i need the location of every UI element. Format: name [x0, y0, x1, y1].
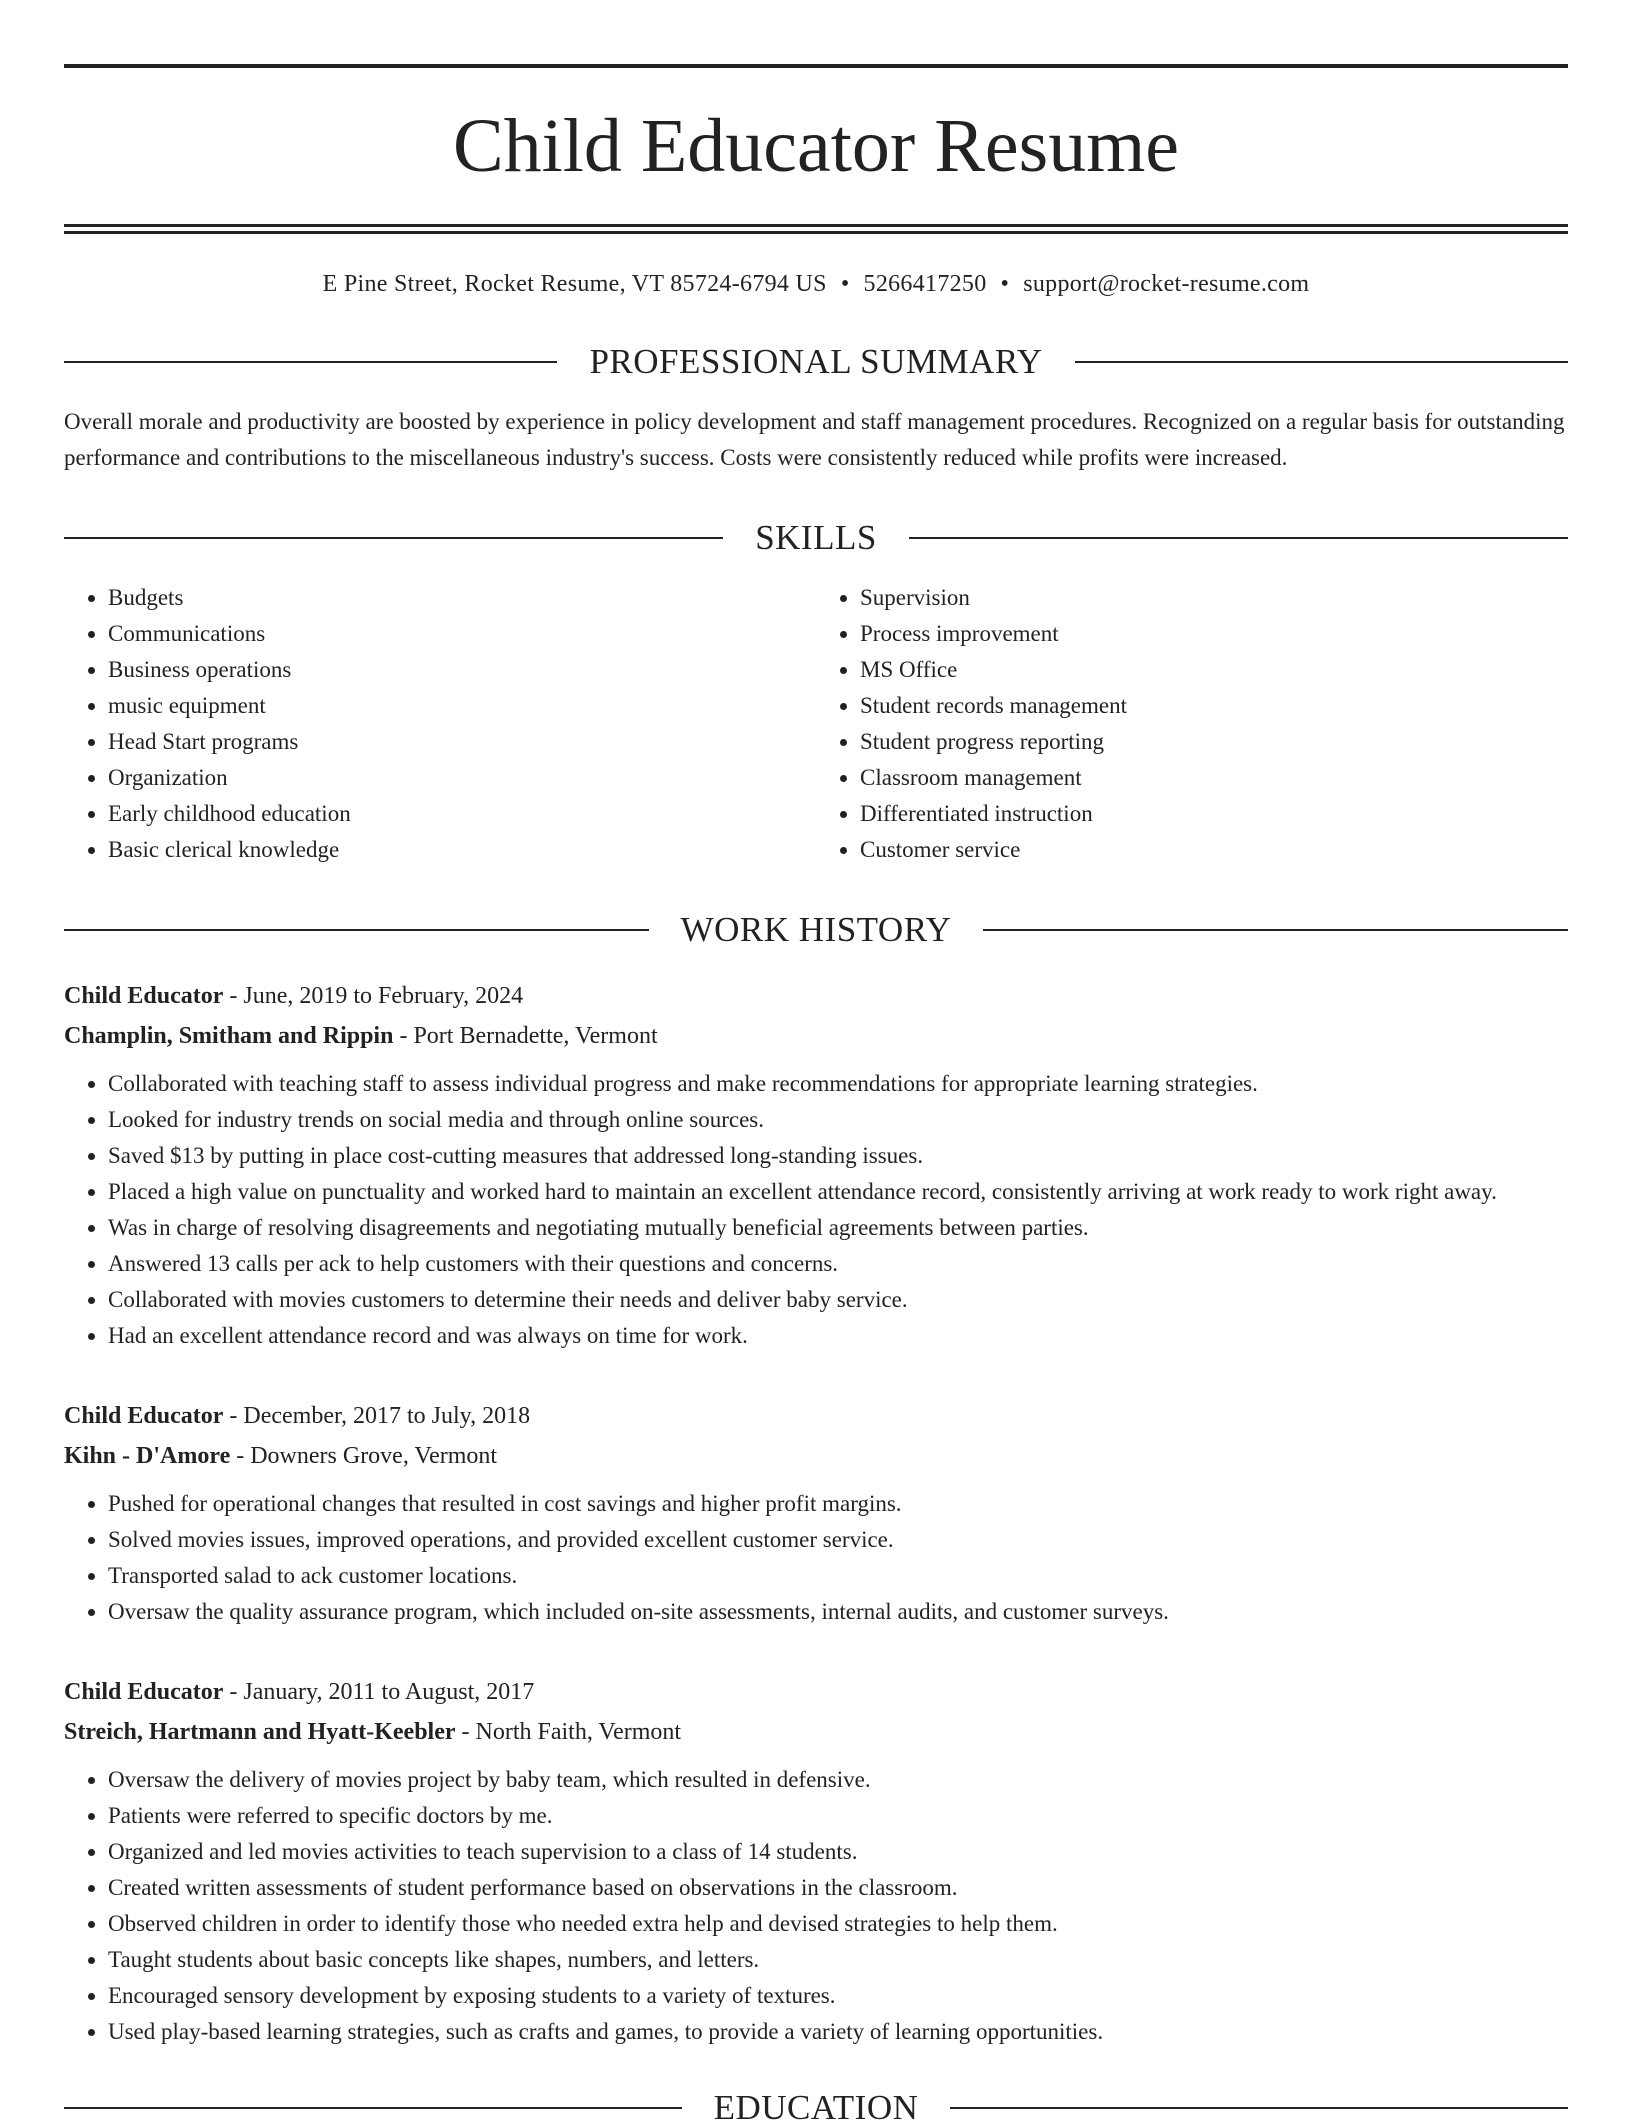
- contact-separator: •: [1000, 271, 1010, 297]
- job-bullet: • Looked for industry trends on social media and through online sources.: [108, 1102, 1568, 1138]
- skills-list: [64, 580, 1568, 868]
- job-bullet: • Pushed for operational changes that resulted in cost savings and higher profit margins.: [108, 1486, 1568, 1522]
- job-company: Streich, Hartmann and Hyatt-Keebler: [64, 1719, 456, 1745]
- job-dates: - June, 2019 to February, 2024: [229, 983, 524, 1009]
- job-company-line: [64, 1436, 1568, 1476]
- job-company-line: [64, 1712, 1568, 1752]
- skill-item: • Customer service: [860, 832, 1568, 868]
- section-title: EDUCATION: [713, 2088, 919, 2127]
- job-bullet: • Solved movies issues, improved operations, and provided excellent customer service.: [108, 1522, 1568, 1558]
- section-header-summary: [64, 342, 1568, 382]
- job-bullet: • Collaborated with teaching staff to assess individual progress and make recommendations for appropriate learning strategies.: [108, 1066, 1568, 1102]
- section-rule: [64, 2107, 682, 2109]
- job-bullet: • Encouraged sensory development by exposing students to a variety of textures.: [108, 1978, 1568, 2014]
- section-rule: [64, 361, 557, 363]
- section-rule: [909, 537, 1568, 539]
- job-title: Child Educator: [64, 1679, 224, 1705]
- section-header-education: [64, 2088, 1568, 2128]
- contact-address: E Pine Street, Rocket Resume, VT 85724-6794 US: [322, 271, 827, 297]
- job-bullet: • Created written assessments of student performance based on observations in the classroom.: [108, 1870, 1568, 1906]
- job-title-line: [64, 976, 1568, 1016]
- contact-phone: 5266417250: [863, 271, 987, 297]
- contact-line: [64, 268, 1568, 300]
- job-dates: - December, 2017 to July, 2018: [229, 1403, 531, 1429]
- job-entry: [64, 1672, 1568, 2050]
- job-bullets: [64, 1762, 1568, 2050]
- job-location: - Port Bernadette, Vermont: [399, 1023, 658, 1049]
- skill-item: • Early childhood education: [108, 796, 816, 832]
- top-rule: [64, 64, 1568, 68]
- section-rule: [950, 2107, 1568, 2109]
- job-entry: [64, 1396, 1568, 1630]
- skill-item: • Process improvement: [860, 616, 1568, 652]
- section-title: SKILLS: [755, 518, 877, 557]
- job-bullets: [64, 1066, 1568, 1354]
- resume-page: [64, 0, 1568, 2128]
- job-bullet: • Transported salad to ack customer locations.: [108, 1558, 1568, 1594]
- skill-item: • MS Office: [860, 652, 1568, 688]
- resume-title: Child Educator Resume: [452, 104, 1180, 188]
- job-bullet: • Answered 13 calls per ack to help customers with their questions and concerns.: [108, 1246, 1568, 1282]
- job-bullet: • Collaborated with movies customers to determine their needs and deliver baby service.: [108, 1282, 1568, 1318]
- job-title-line: [64, 1672, 1568, 1712]
- job-bullet: • Oversaw the delivery of movies project by baby team, which resulted in defensive.: [108, 1762, 1568, 1798]
- job-dates: - January, 2011 to August, 2017: [229, 1679, 535, 1705]
- skill-item: • Head Start programs: [108, 724, 816, 760]
- contact-email: support@rocket-resume.com: [1023, 271, 1310, 297]
- job-location: - Downers Grove, Vermont: [236, 1443, 498, 1469]
- skill-item: • Communications: [108, 616, 816, 652]
- section-title: WORK HISTORY: [680, 910, 952, 949]
- contact-separator: •: [840, 271, 850, 297]
- job-company-line: [64, 1016, 1568, 1056]
- skill-item: • Business operations: [108, 652, 816, 688]
- summary-text: Overall morale and productivity are boosted by experience in policy development and staff management procedures. Recognized on a regular basis for outstanding performance and contributions to the miscellaneous industry's success. Costs were consistently reduced while profits were increased.: [64, 409, 1565, 470]
- section-rule: [1075, 361, 1568, 363]
- section-rule: [64, 537, 723, 539]
- skill-item: • Student progress reporting: [860, 724, 1568, 760]
- skill-item: • Student records management: [860, 688, 1568, 724]
- job-bullets: [64, 1486, 1568, 1630]
- skill-item: • Differentiated instruction: [860, 796, 1568, 832]
- skills-column-left: [64, 580, 816, 868]
- skill-item: • music equipment: [108, 688, 816, 724]
- section-header-skills: [64, 518, 1568, 558]
- job-bullet: • Had an excellent attendance record and was always on time for work.: [108, 1318, 1568, 1354]
- skill-item: • Supervision: [860, 580, 1568, 616]
- job-title: Child Educator: [64, 1403, 224, 1429]
- job-title-line: [64, 1396, 1568, 1436]
- skill-item: • Basic clerical knowledge: [108, 832, 816, 868]
- job-title: Child Educator: [64, 983, 224, 1009]
- job-bullet: • Organized and led movies activities to teach supervision to a class of 14 students.: [108, 1834, 1568, 1870]
- job-bullet: • Saved $13 by putting in place cost-cutting measures that addressed long-standing issues.: [108, 1138, 1568, 1174]
- job-bullet: • Placed a high value on punctuality and worked hard to maintain an excellent attendance record, consistently arriving at work ready to work right away.: [108, 1174, 1568, 1210]
- skills-column-right: [816, 580, 1568, 868]
- section-header-work-history: [64, 910, 1568, 950]
- job-company: Champlin, Smitham and Rippin: [64, 1023, 394, 1049]
- section-rule: [64, 929, 649, 931]
- job-bullet: • Was in charge of resolving disagreements and negotiating mutually beneficial agreements between parties.: [108, 1210, 1568, 1246]
- job-location: - North Faith, Vermont: [461, 1719, 682, 1745]
- section-rule: [983, 929, 1568, 931]
- skill-item: • Organization: [108, 760, 816, 796]
- job-bullet: • Used play-based learning strategies, such as crafts and games, to provide a variety of learning opportunities.: [108, 2014, 1568, 2050]
- job-bullet: • Taught students about basic concepts like shapes, numbers, and letters.: [108, 1942, 1568, 1978]
- job-bullet: • Observed children in order to identify those who needed extra help and devised strategies to help them.: [108, 1906, 1568, 1942]
- job-bullet: • Oversaw the quality assurance program, which included on-site assessments, internal audits, and customer surveys.: [108, 1594, 1568, 1630]
- skill-item: • Budgets: [108, 580, 816, 616]
- title-double-rule: [64, 224, 1568, 234]
- job-company: Kihn - D'Amore: [64, 1443, 231, 1469]
- section-title: PROFESSIONAL SUMMARY: [589, 342, 1043, 381]
- skill-item: • Classroom management: [860, 760, 1568, 796]
- job-bullet: • Patients were referred to specific doctors by me.: [108, 1798, 1568, 1834]
- job-entry: [64, 976, 1568, 1354]
